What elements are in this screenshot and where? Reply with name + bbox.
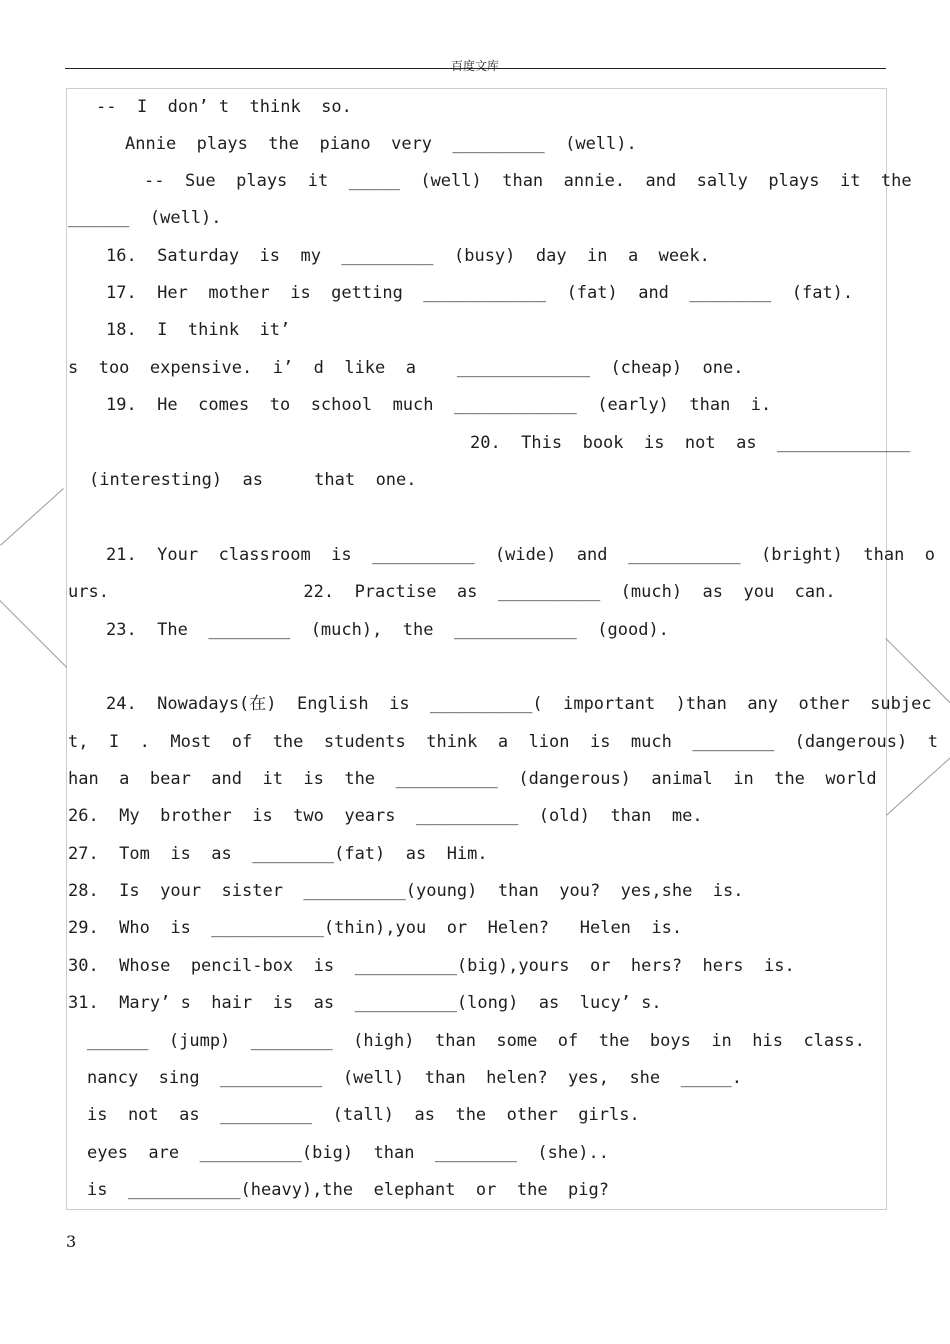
text-line: 17. Her mother is getting ____________ (fat) and ________ (fat). xyxy=(106,283,854,303)
text-line: 18. I think it’ xyxy=(106,320,291,340)
text-line: is ___________(heavy),the elephant or the pig? xyxy=(87,1180,609,1200)
text-line: 28. Is your sister __________(young) than you? yes,she is. xyxy=(68,881,744,901)
text-line: 24. Nowadays(在) English is __________( important )than any other subjec xyxy=(106,694,932,714)
decorative-line xyxy=(0,488,64,546)
text-line: -- I don’ t think so. xyxy=(96,97,352,117)
text-line: 26. My brother is two years __________ (old) than me. xyxy=(68,806,703,826)
text-line: 30. Whose pencil-box is __________(big),yours or hers? hers is. xyxy=(68,956,795,976)
text-line: t, I . Most of the students think a lion is much ________ (dangerous) t xyxy=(68,732,938,752)
text-line: ______ (well). xyxy=(68,208,222,228)
text-line: 31. Mary’ s hair is as __________(long) as lucy’ s. xyxy=(68,993,662,1013)
text-line: ______ (jump) ________ (high) than some of the boys in his class. xyxy=(87,1031,865,1051)
text-line: 19. He comes to school much ____________ (early) than i. xyxy=(106,395,772,415)
decorative-line xyxy=(0,600,67,668)
text-line: -- Sue plays it _____ (well) than annie. and sally plays it the xyxy=(144,171,912,191)
text-line: 16. Saturday is my _________ (busy) day in a week. xyxy=(106,246,710,266)
header-divider xyxy=(65,68,886,69)
text-line: s too expensive. i’ d like a _____________ (cheap) one. xyxy=(68,358,744,378)
text-line: is not as _________ (tall) as the other girls. xyxy=(87,1105,640,1125)
page-number: 3 xyxy=(66,1232,77,1251)
text-line: 23. The ________ (much), the ____________ (good). xyxy=(106,620,669,640)
text-line: Annie plays the piano very _________ (well). xyxy=(125,134,637,154)
decorative-line xyxy=(886,751,950,815)
text-line: eyes are __________(big) than ________ (she).. xyxy=(87,1143,609,1163)
text-line: 29. Who is ___________(thin),you or Helen? Helen is. xyxy=(68,918,683,938)
text-line: 21. Your classroom is __________ (wide) and ___________ (bright) than o xyxy=(106,545,936,565)
page-header-title: 百度文库 xyxy=(450,59,499,73)
text-line: 27. Tom is as ________(fat) as Him. xyxy=(68,844,488,864)
text-line: 20. This book is not as _____________ xyxy=(470,433,911,453)
text-line: urs. 22. Practise as __________ (much) as you can. xyxy=(68,582,836,602)
text-line: nancy sing __________ (well) than helen? yes, she _____. xyxy=(87,1068,743,1088)
text-line: (interesting) as that one. xyxy=(89,470,417,490)
text-line: han a bear and it is the __________ (dangerous) animal in the world xyxy=(68,769,877,789)
